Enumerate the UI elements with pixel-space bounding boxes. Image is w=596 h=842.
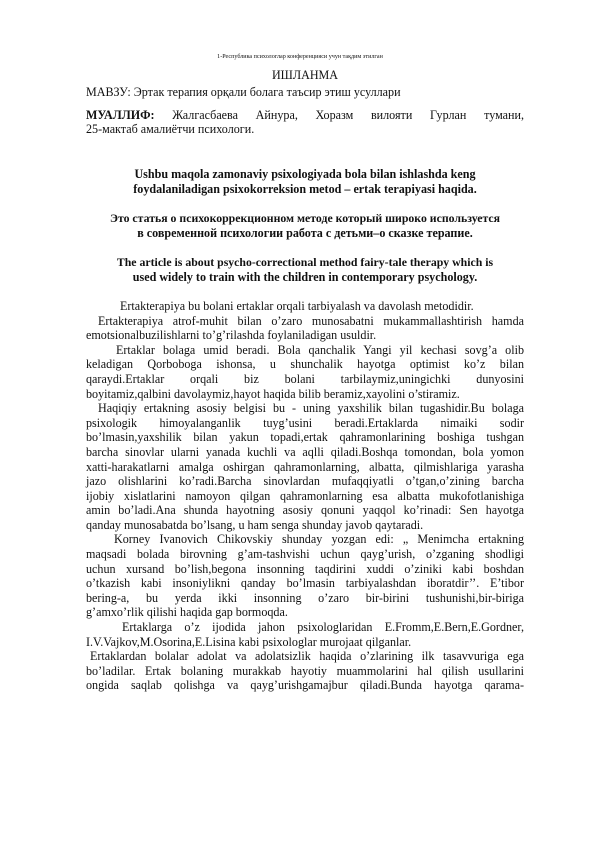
author-line-2: 25-мактаб амалиётчи психологи. (86, 122, 255, 137)
abstract-uz-line: Ushbu maqola zamonaviy psixologiyada bola bilan ishlashda keng (134, 166, 476, 181)
author-name-location: Жалгасбаева Айнура, Хоразм вилояти Гурлан тумани, (154, 107, 524, 122)
spacer (86, 241, 524, 255)
body-line: bering-a, bu yerda ikki insonning o’zaro bir-birini tushunishi,bir-biriga (86, 590, 524, 605)
body-line: uchun xursand bo’lish,begona insonning taqdirini xuddi o’ziniki kabi boshdan (86, 561, 524, 576)
body-line: Korney Ivanovich Chikovskiy shunday yozgan edi: „ Menimcha ertakning (114, 532, 524, 547)
abstract-ru-line: в современной психологии работа с детьми–о сказке терапие. (137, 225, 473, 240)
body-line: maqsadi bolada birovning g’am-tashvishi uchun qayg’urish, o’zganing shodligi (86, 547, 524, 562)
spacer (86, 197, 524, 211)
abstract-ru (86, 211, 524, 241)
body-line: emotsionalbuzilishlarni to’g’rilashda foylaniladigan usuldir. (86, 328, 377, 343)
body-line: I.V.Vajkov,M.Osorina,E.Lisina kabi psixologlar murojaat qilganlar. (86, 634, 412, 649)
abstract-ru-line: Это статья о психокоррекционном методе который широко используется (109, 210, 501, 225)
body-line: keladigan Qorboboga ishonsa, u shunchalik hayotga optimist ko’z bilan (86, 357, 524, 372)
spacer (86, 100, 524, 108)
abstract-uz (86, 167, 524, 197)
body-line: boyitamiz,qalbini davolaymiz,hayot haqida bilib beramiz,xayolini o’stiramiz. (86, 386, 460, 401)
spacer (86, 137, 524, 157)
body-line: Ertaklarga o’z ijodida jahon psixologlaridan E.Fromm,E.Bern,E.Gordner, (122, 620, 524, 635)
body-line: Haqiqiy ertakning asosiy belgisi bu - uning yaxshilik bilan tugashidir.Bu bolaga (98, 401, 524, 416)
document-title: ИШЛАНМА (271, 67, 339, 82)
body-line: o’tkazish kabi insoniylikni qanday bo’lmasin tarbiyalashdan iboratdir’’. E’tibor (86, 576, 524, 591)
spacer (86, 157, 524, 167)
abstract-uz-line: foydalaniladigan psixokorreksion metod – ertak terapiyasi haqida. (133, 181, 477, 196)
topic-line: МАВЗУ: Эртак терапия орқали болага таъсир этиш усуллари (86, 85, 401, 100)
author-label: МУАЛЛИФ: (86, 107, 155, 122)
body-line: ijobiy xislatlarini namoyon qilgan qahramonlarning esa albatta mukofotlanishiga (86, 488, 524, 503)
conference-line: 1-Республика психологлар конференцияси учун тақдим этилган (217, 54, 383, 60)
body-line: xatti-harakatlarni amalga oshirgan qahramonlarning, albatta, qilmishlariga yarasha (86, 459, 524, 474)
body-line: Ertakterapiya atrof-muhit bilan o’zaro munosabatni mukammallashtirish hamda (98, 313, 524, 328)
body-line: bo’ladilar. Ertak bolaning murakkab hayotiy muammolarini hal qilish usullarini (86, 663, 524, 678)
body-line: qanday munosabatda bo’lsang, u ham senga shunday javob qaytaradi. (86, 517, 424, 532)
body-line: Ertaklar bolaga umid beradi. Bola qanchalik Yangi yil kechasi sovg’a olib (116, 342, 524, 357)
body-line: ongida saqlab qolishga va qayg’urishgamajbur qiladi.Bunda hayotga qarama- (86, 678, 524, 693)
body-line: bo’lmasin,yaxshilik bilan yakun topadi,ertak qahramonlarining boshiga tushgan (86, 430, 524, 445)
article-body (86, 299, 524, 693)
document-page (86, 50, 524, 693)
body-line: amin bo’ladi.Ana shunda hayotning asosiy qonuni yaqqol ko’rinadi: Sen hayotga (86, 503, 524, 518)
body-line: qaraydi.Ertaklar orqali biz bolani tarbilaymiz,uningichki dunyosini (86, 371, 524, 386)
spacer (86, 285, 524, 299)
body-line: jazo olishlarini ko’radi.Barcha sinovlardan mufaqqiyatli o’tgan,o’zining barcha (86, 474, 524, 489)
abstract-en-line: used widely to train with the children in contemporary psychology. (132, 269, 478, 284)
author-line-1 (86, 108, 524, 123)
body-line: barcha sinovlar ularni yanada kuchli va aqlli qiladi.Boshqa tomondan, bola yomon (86, 444, 524, 459)
abstract-en-line: The article is about psycho-correctional method fairy-tale therapy which is (116, 254, 494, 269)
body-line: g’amxo’rlik qilishi haqida gap bormoqda. (86, 605, 288, 620)
body-line: Ertaklardan bolalar adolat va adolatsizlik haqida o’zlarining ilk tasavvuriga ega (90, 649, 524, 664)
body-line: psixologik himoyalanganlik tuyg’usini beradi.Ertaklarda nimaiki sodir (86, 415, 524, 430)
body-line: Ertakterapiya bu bolani ertaklar orqali tarbiyalash va davolash metodidir. (120, 298, 474, 313)
abstract-en (86, 255, 524, 285)
